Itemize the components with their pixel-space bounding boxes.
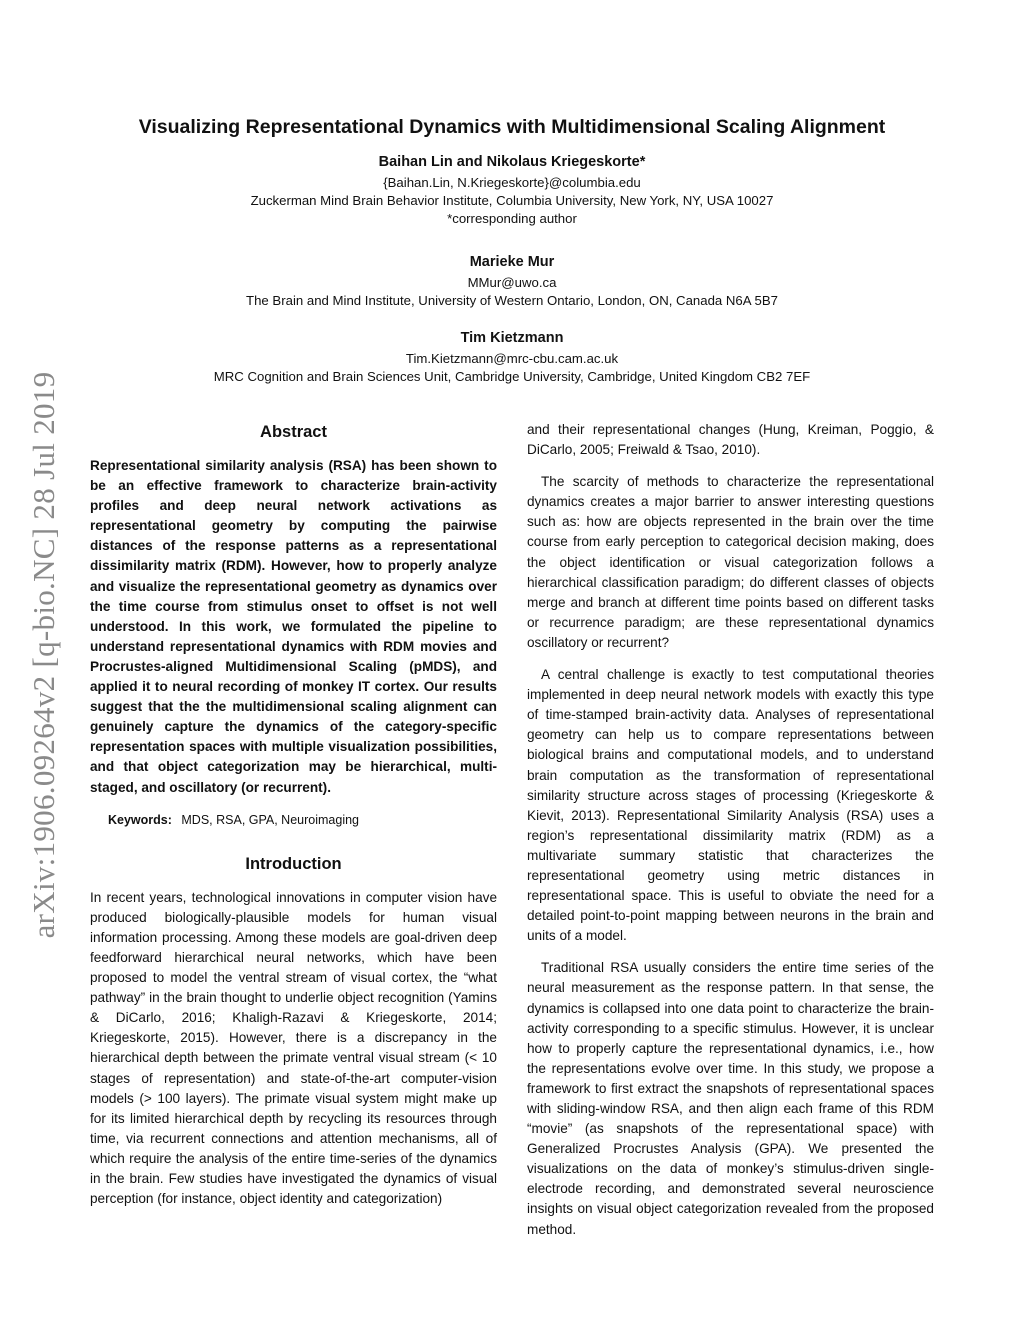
author-names: Baihan Lin and Nikolaus Kriegeskorte* <box>378 154 646 170</box>
intro-paragraph-1: In recent years, technological innovations in computer vision have produced biologically-plausible models for human visual information processing. Among these models are goal-driven deep feedforward hierarchical neural networks, which have been proposed to model the ventral stream of visual cortex, the “what pathway” in the brain thought to underlie object recognition (Yamins & DiCarlo, 2016; Khaligh-Razavi & Kriegeskorte, 2014; Kriegeskorte, 2015). However, there is a discrepancy in the hierarchical depth between the primate ventral visual stream (< 10 stages of representation) and state-of-the-art computer-vision models (> 100 layers). The primate visual system might make up for its limited hierarchical depth by recycling its resources through time, via recurrent connections and attention mechanisms, all of which require the analysis of the entire time-series of the dynamics in the brain. Few studies have investigated the dynamics of visual perception (for instance, object identity and categorization) <box>90 889 497 1207</box>
author-block-1 <box>90 154 934 229</box>
author-email: Tim.Kietzmann@mrc-cbu.cam.ac.uk <box>405 351 619 366</box>
author-email: {Baihan.Lin, N.Kriegeskorte}@columbia.edu <box>383 175 641 190</box>
keywords-text: MDS, RSA, GPA, Neuroimaging <box>181 812 359 827</box>
arxiv-sidebar <box>20 345 68 965</box>
arxiv-identifier: arXiv:1906.09264v2 [q-bio.NC] 28 Jul 2019 <box>26 371 61 939</box>
author-affiliation: MRC Cognition and Brain Sciences Unit, Cambridge University, Cambridge, United Kingdom CB2 7EF <box>213 369 811 384</box>
author-affiliation: Zuckerman Mind Brain Behavior Institute, Columbia University, New York, NY, USA 10027 <box>250 193 774 208</box>
corresponding-note: *corresponding author <box>447 211 577 226</box>
intro-paragraph-5: Traditional RSA usually considers the entire time series of the neural measurement as the response pattern. In that sense, the dynamics is collapsed into one data point to characterize the brain-activity corresponding to a specific stimulus. However, it is unclear how to properly capture the representational dynamics, i.e., how the representations evolve over time. In this study, we propose a framework to first extract the snapshots of representational spaces with sliding-window RSA, and then align each frame of this RDM “movie” (as snapshots of the representational space) with Generalized Procrustes Analysis (GPA). We presented the visualizations on the data of monkey’s stimulus-driven single-electrode recording, and demonstrated several neuroscience insights on visual object categorization revealed from the proposed method. <box>527 960 934 1237</box>
abstract-text: Representational similarity analysis (RSA) has been shown to be an effective framework to characterize brain-activity profiles and deep neural network activations as representational geometry by computing the pairwise distances of the response patterns as a representational dissimilarity matrix (RDM). However, how to properly analyze and visualize the representational geometry as dynamics over the time course from stimulus onset to offset is not well understood. In this work, we formulated the pipeline to understand representational dynamics with RDM movies and Procrustes-aligned Multidimensional Scaling (pMDS), and applied it to neural recording of monkey IT cortex. Our results suggest that the the multidimensional scaling alignment can genuinely capture the dynamics of the category-specific representation spaces with multiple visualization possibilities, and that object categorization may be hierarchical, multi-staged, and oscillatory (or recurrent). <box>90 458 497 795</box>
intro-paragraph-4: A central challenge is exactly to test computational theories implemented in deep neural network models with exactly this type of time-stamped brain-activity data. Analyses of representational geometry can help us to compare representations between biological brains and computational models, and to understand brain computation as the transformation of representational similarity structure across stages of processing (Kriegeskorte & Kievit, 2013). Representational Similarity Analysis (RSA) uses a region’s representational dissimilarity matrix (RDM) as a multivariate summary statistic that characterizes the representational geometry using metric distances in representational space. This is useful to obviate the need for a detailed point-to-point mapping between neurons in the brain and units of a model. <box>527 667 934 944</box>
paper-title: Visualizing Representational Dynamics with Multidimensional Scaling Alignment <box>138 116 886 138</box>
author-email: MMur@uwo.ca <box>467 275 557 290</box>
keywords-label: Keywords: <box>108 812 172 827</box>
introduction-heading: Introduction <box>245 854 342 873</box>
author-block-3 <box>90 330 934 387</box>
abstract-heading: Abstract <box>260 423 327 441</box>
author-block-2 <box>90 254 934 311</box>
author-names: Marieke Mur <box>469 254 555 270</box>
author-names: Tim Kietzmann <box>460 330 564 346</box>
left-column <box>90 420 497 1221</box>
author-affiliation: The Brain and Mind Institute, University of Western Ontario, London, ON, Canada N6A 5B7 <box>246 293 778 308</box>
intro-paragraph-2: and their representational changes (Hung, Kreiman, Poggio, & DiCarlo, 2005; Freiwald & Tsao, 2010). <box>527 422 934 458</box>
intro-paragraph-3: The scarcity of methods to characterize the representational dynamics creates a major barrier to answer interesting questions such as: how are objects represented in the brain over the time course from early perception to categorical decision making, does the object identification or visual categorization follows a hierarchical classification paradigm; do different classes of objects merge and branch at different time points based on different tasks or recurrence paradigm; are these representational dynamics oscillatory or recurrent? <box>527 474 934 650</box>
keywords <box>108 810 497 830</box>
right-column <box>527 420 934 1252</box>
